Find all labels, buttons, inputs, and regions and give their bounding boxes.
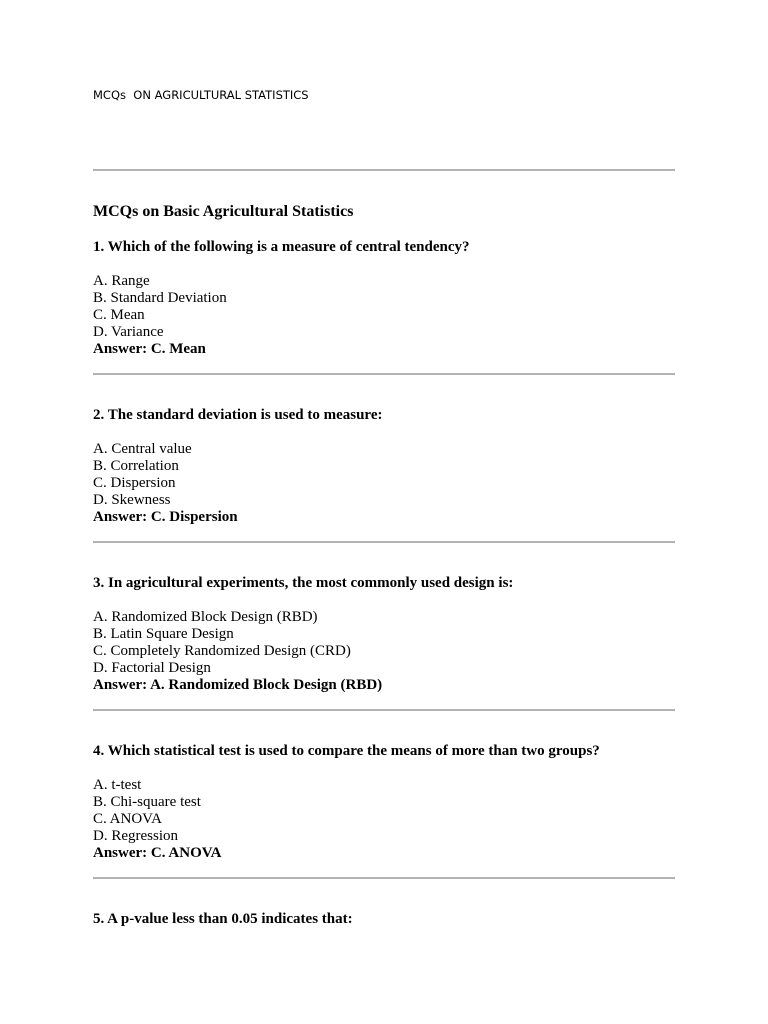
question-block-3 [93, 575, 693, 694]
option-c: C. Completely Randomized Design (CRD) [93, 643, 351, 659]
option-b: B. Latin Square Design [93, 626, 234, 642]
answer: Answer: A. Randomized Block Design (RBD) [93, 677, 383, 693]
divider [93, 709, 675, 711]
page-header: MCQs ON AGRICULTURAL STATISTICS [93, 88, 309, 102]
question-text: 1. Which of the following is a measure of central tendency? [93, 239, 470, 255]
question-text: 5. A p-value less than 0.05 indicates that: [93, 911, 353, 927]
option-b: B. Correlation [93, 458, 179, 474]
question-text: 2. The standard deviation is used to measure: [93, 407, 383, 423]
divider [93, 169, 675, 171]
option-c: C. ANOVA [93, 811, 162, 827]
option-d: D. Variance [93, 324, 164, 340]
question-block-4 [93, 743, 693, 862]
document-title: MCQs on Basic Agricultural Statistics [93, 203, 354, 220]
option-c: C. Dispersion [93, 475, 176, 491]
question-text: 3. In agricultural experiments, the most commonly used design is: [93, 575, 514, 591]
answer: Answer: C. ANOVA [93, 845, 222, 861]
option-b: B. Chi-square test [93, 794, 201, 810]
question-block-2 [93, 407, 693, 526]
option-a: A. Central value [93, 441, 192, 457]
option-a: A. t-test [93, 777, 142, 793]
option-d: D. Factorial Design [93, 660, 211, 676]
question-text: 4. Which statistical test is used to compare the means of more than two groups? [93, 743, 600, 759]
divider [93, 541, 675, 543]
answer: Answer: C. Dispersion [93, 509, 238, 525]
question-block-1 [93, 239, 693, 358]
divider [93, 877, 675, 879]
answer: Answer: C. Mean [93, 341, 206, 357]
option-a: A. Range [93, 273, 150, 289]
option-d: D. Regression [93, 828, 178, 844]
question-block-5 [93, 911, 693, 945]
option-a: A. Randomized Block Design (RBD) [93, 609, 318, 625]
divider [93, 373, 675, 375]
option-b: B. Standard Deviation [93, 290, 227, 306]
option-c: C. Mean [93, 307, 145, 323]
option-d: D. Skewness [93, 492, 171, 508]
